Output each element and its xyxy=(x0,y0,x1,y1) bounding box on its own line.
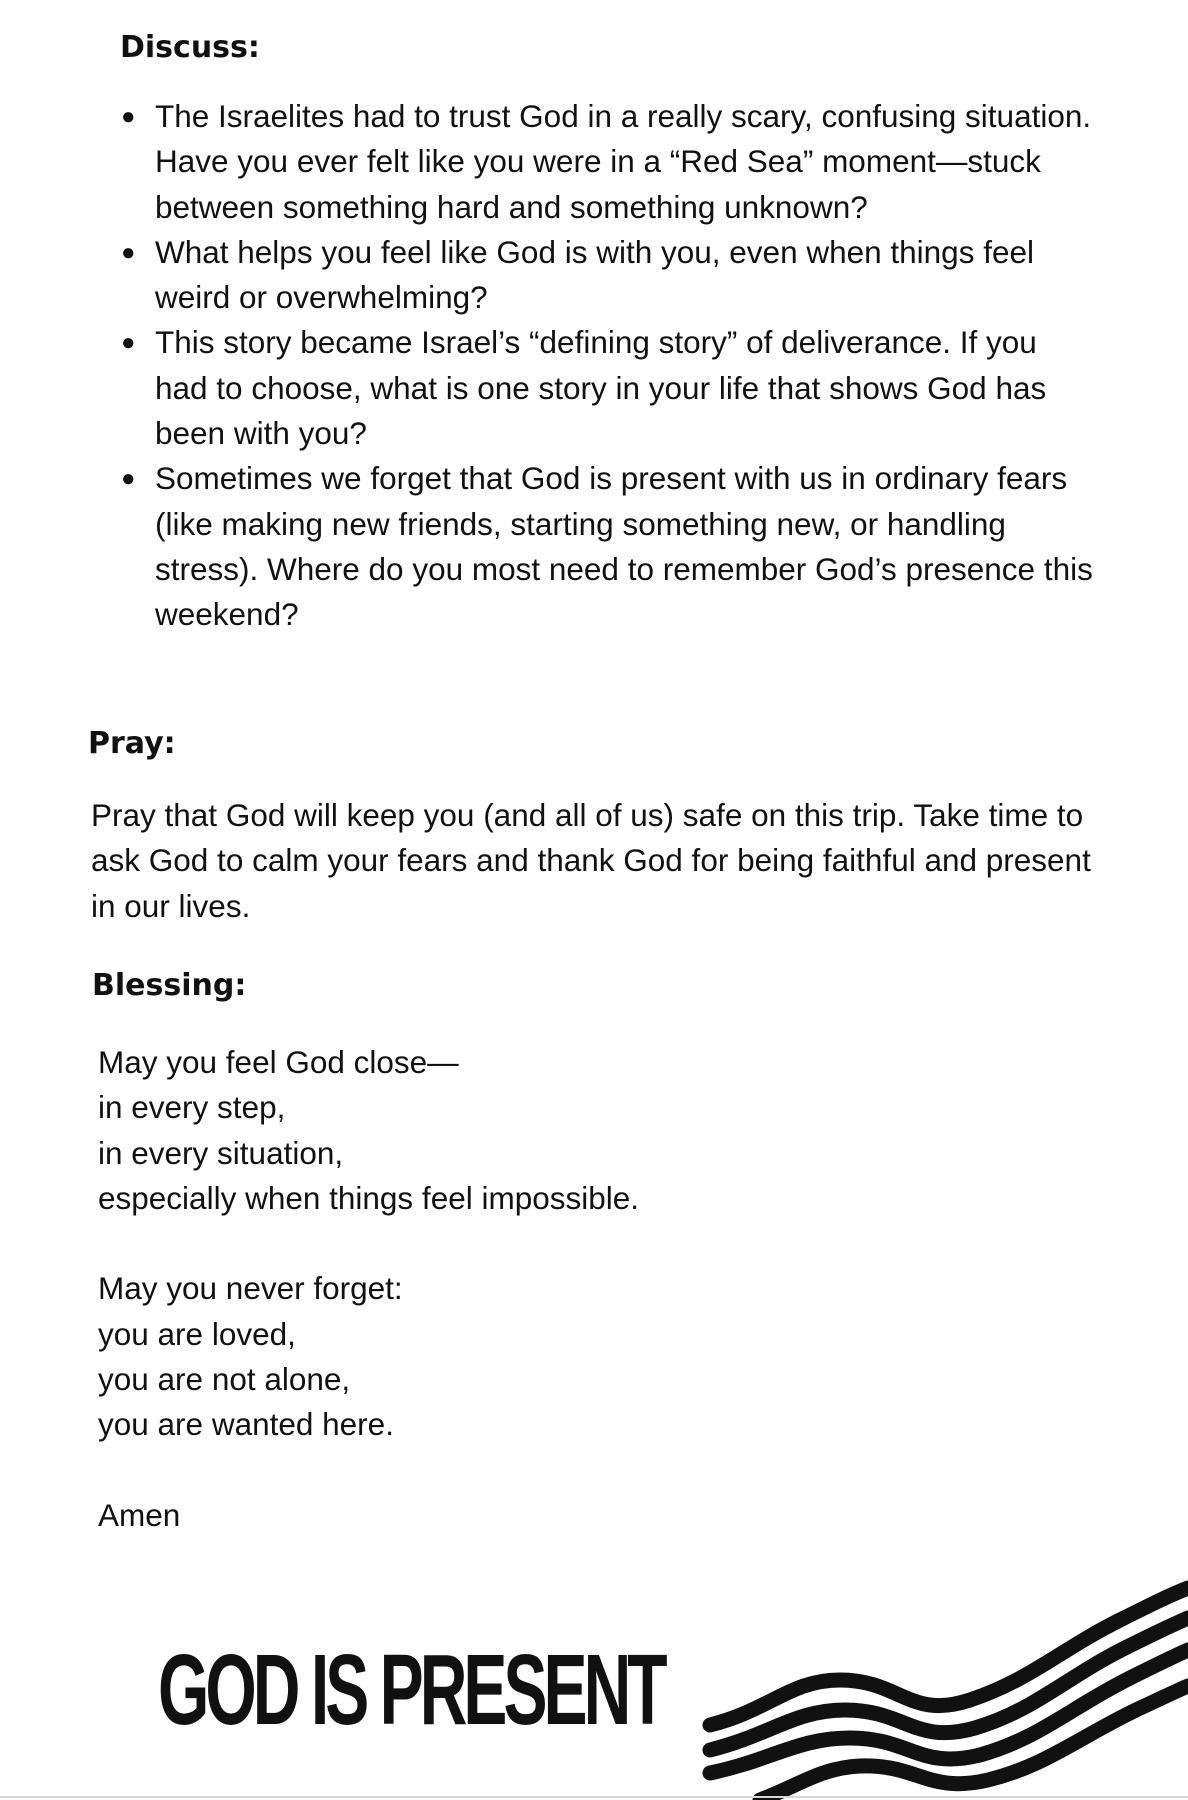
footer-logo-title: GOD IS PRESENT xyxy=(158,1634,664,1746)
question-text: Sometimes we forget that God is present with us in ordinary fears (like making new friends, starting something new, or handling stress). Where do you most need to remember God’s presence this weekend? xyxy=(155,460,1093,633)
blessing-line: May you feel God close— xyxy=(98,1044,459,1080)
bullet-dot-icon: ● xyxy=(121,329,136,357)
blessing-line: you are loved, xyxy=(98,1315,296,1352)
stanza-gap xyxy=(98,1221,998,1266)
blessing-line: in every step, xyxy=(98,1089,286,1126)
discussion-question xyxy=(121,320,1095,456)
bullet-dot-icon: ● xyxy=(121,103,136,130)
question-text: This story became Israel’s “defining story” of deliverance. If you had to choose, what is one story in your life that shows God has been with you? xyxy=(155,324,1047,452)
discussion-question xyxy=(121,94,1095,230)
blessing-line: May you never forget: xyxy=(98,1270,403,1307)
stanza-gap xyxy=(98,1448,998,1493)
discussion-questions-list xyxy=(121,94,1095,638)
blessing-line: you are not alone, xyxy=(98,1361,351,1398)
pray-heading: Pray: xyxy=(88,726,176,761)
discussion-question xyxy=(121,456,1095,637)
discussion-question xyxy=(121,230,1095,321)
question-text: What helps you feel like God is with you, even when things feel weird or overwhelming? xyxy=(155,233,1034,316)
wave-lines-icon xyxy=(700,1560,1188,1800)
question-text: The Israelites had to trust God in a really scary, confusing situation. Have you ever felt like you were in a “Red Sea” moment—stuck between something hard and something unknown? xyxy=(155,98,1092,225)
pray-text: Pray that God will keep you (and all of us) safe on this trip. Take time to ask God to calm your fears and thank God for being faithful and present in our lives. xyxy=(91,797,1091,924)
blessing-text xyxy=(98,1040,998,1538)
bullet-dot-icon: ● xyxy=(121,465,136,493)
bottom-divider xyxy=(0,1796,1188,1798)
blessing-closing: Amen xyxy=(98,1496,181,1533)
blessing-line: especially when things feel impossible. xyxy=(98,1179,640,1216)
discuss-heading: Discuss: xyxy=(120,30,260,65)
blessing-line: you are wanted here. xyxy=(98,1406,394,1443)
blessing-heading: Blessing: xyxy=(92,968,247,1003)
blessing-line: in every situation, xyxy=(98,1134,344,1171)
bullet-dot-icon: ● xyxy=(121,238,136,266)
